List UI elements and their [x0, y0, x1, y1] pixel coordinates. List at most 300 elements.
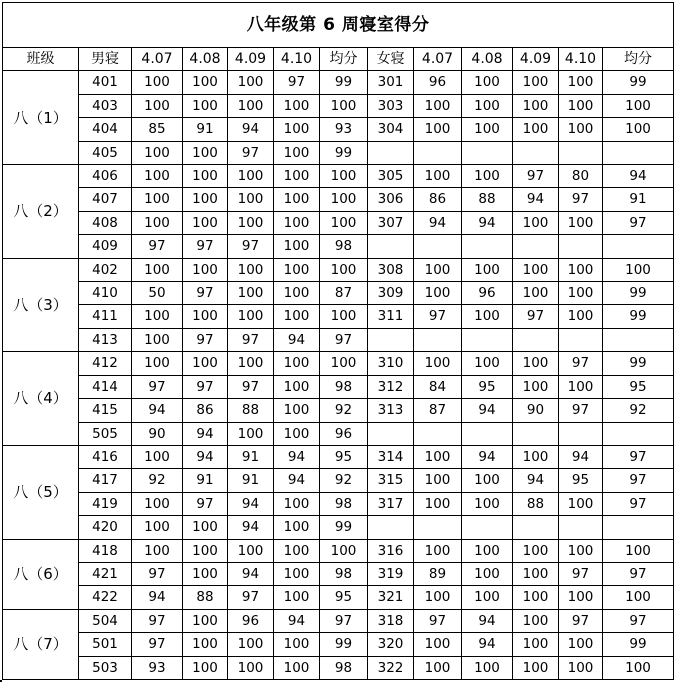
male-score-cell: 97 — [183, 235, 228, 258]
header-row — [3, 48, 674, 71]
male-score-cell: 100 — [228, 282, 274, 305]
header-female-date-3: 4.09 — [513, 48, 559, 71]
female-score-cell: 100 — [462, 562, 513, 585]
male-score-cell: 97 — [183, 328, 228, 351]
male-score-cell: 93 — [132, 656, 183, 679]
female-score-cell: 100 — [414, 282, 462, 305]
female-score-cell: 88 — [462, 188, 513, 211]
female-score-cell: 100 — [414, 94, 462, 117]
table-row — [3, 94, 674, 117]
female-score-cell: 97 — [559, 399, 603, 422]
table-row — [3, 282, 674, 305]
table-row — [3, 211, 674, 234]
female-score-cell: 94 — [462, 633, 513, 656]
male-score-cell: 100 — [228, 422, 274, 445]
male-score-cell: 100 — [274, 211, 320, 234]
male-score-cell: 94 — [228, 562, 274, 585]
male-dorm-cell: 401 — [79, 71, 132, 94]
female-score-cell: 100 — [462, 165, 513, 188]
female-score-cell: 97 — [513, 305, 559, 328]
male-score-cell: 100 — [132, 258, 183, 281]
male-score-cell: 100 — [274, 539, 320, 562]
male-average-cell: 99 — [320, 633, 368, 656]
table-row — [3, 352, 674, 375]
male-average-cell: 100 — [320, 352, 368, 375]
male-score-cell: 97 — [183, 282, 228, 305]
female-score-cell: 87 — [414, 399, 462, 422]
female-score-cell — [513, 235, 559, 258]
male-dorm-cell: 408 — [79, 211, 132, 234]
female-dorm-cell: 312 — [368, 375, 414, 398]
table-row — [3, 633, 674, 656]
female-score-cell: 100 — [559, 94, 603, 117]
female-score-cell — [513, 422, 559, 445]
male-dorm-cell: 402 — [79, 258, 132, 281]
female-dorm-cell: 322 — [368, 656, 414, 679]
female-dorm-cell: 307 — [368, 211, 414, 234]
female-score-cell — [414, 516, 462, 539]
female-score-cell: 100 — [462, 469, 513, 492]
male-average-cell: 100 — [320, 211, 368, 234]
male-score-cell: 91 — [228, 445, 274, 468]
female-score-cell: 94 — [462, 609, 513, 632]
female-score-cell: 100 — [513, 211, 559, 234]
female-score-cell: 100 — [559, 539, 603, 562]
female-dorm-cell: 306 — [368, 188, 414, 211]
male-average-cell: 97 — [320, 609, 368, 632]
male-score-cell: 100 — [183, 94, 228, 117]
male-score-cell: 100 — [274, 282, 320, 305]
header-female-dorm: 女寝 — [368, 48, 414, 71]
female-average-cell: 100 — [603, 539, 674, 562]
male-score-cell: 100 — [183, 539, 228, 562]
header-male-dorm: 男寝 — [79, 48, 132, 71]
female-dorm-cell: 304 — [368, 118, 414, 141]
female-score-cell: 80 — [559, 165, 603, 188]
female-dorm-cell: 303 — [368, 94, 414, 117]
male-average-cell: 95 — [320, 445, 368, 468]
male-score-cell: 100 — [228, 305, 274, 328]
female-score-cell: 100 — [513, 94, 559, 117]
header-female-date-2: 4.08 — [462, 48, 513, 71]
female-score-cell: 94 — [513, 188, 559, 211]
female-average-cell — [603, 328, 674, 351]
male-score-cell: 100 — [183, 633, 228, 656]
table-row — [3, 188, 674, 211]
female-score-cell: 100 — [559, 282, 603, 305]
female-score-cell: 100 — [559, 633, 603, 656]
table-row — [3, 118, 674, 141]
female-score-cell: 100 — [513, 562, 559, 585]
female-score-cell: 100 — [414, 656, 462, 679]
male-score-cell: 100 — [274, 258, 320, 281]
female-score-cell: 94 — [462, 445, 513, 468]
female-score-cell: 100 — [414, 258, 462, 281]
header-male-date-3: 4.09 — [228, 48, 274, 71]
female-score-cell: 94 — [462, 399, 513, 422]
male-score-cell: 94 — [183, 445, 228, 468]
male-score-cell: 94 — [132, 399, 183, 422]
male-score-cell: 100 — [274, 633, 320, 656]
female-score-cell — [559, 516, 603, 539]
female-average-cell: 100 — [603, 258, 674, 281]
female-score-cell — [414, 328, 462, 351]
female-average-cell — [603, 422, 674, 445]
female-score-cell: 100 — [414, 118, 462, 141]
male-score-cell: 97 — [132, 609, 183, 632]
male-score-cell: 100 — [274, 305, 320, 328]
female-score-cell: 100 — [414, 352, 462, 375]
male-score-cell: 100 — [183, 258, 228, 281]
female-dorm-cell: 321 — [368, 586, 414, 609]
header-male-date-4: 4.10 — [274, 48, 320, 71]
male-average-cell: 92 — [320, 399, 368, 422]
male-score-cell: 100 — [228, 211, 274, 234]
male-score-cell: 100 — [274, 586, 320, 609]
male-dorm-cell: 422 — [79, 586, 132, 609]
male-dorm-cell: 409 — [79, 235, 132, 258]
table-row — [3, 165, 674, 188]
male-score-cell: 97 — [274, 71, 320, 94]
female-dorm-cell: 308 — [368, 258, 414, 281]
male-dorm-cell: 503 — [79, 656, 132, 679]
female-average-cell: 97 — [603, 609, 674, 632]
female-score-cell: 100 — [559, 586, 603, 609]
male-score-cell: 100 — [132, 188, 183, 211]
male-score-cell: 97 — [228, 375, 274, 398]
male-score-cell: 97 — [132, 633, 183, 656]
female-dorm-cell — [368, 328, 414, 351]
table-row — [3, 469, 674, 492]
male-score-cell: 97 — [228, 586, 274, 609]
female-score-cell — [414, 422, 462, 445]
male-score-cell: 100 — [274, 399, 320, 422]
male-score-cell: 97 — [132, 235, 183, 258]
female-score-cell: 100 — [462, 539, 513, 562]
male-average-cell: 99 — [320, 141, 368, 164]
female-score-cell: 100 — [559, 305, 603, 328]
female-score-cell: 94 — [414, 211, 462, 234]
female-dorm-cell: 320 — [368, 633, 414, 656]
female-score-cell — [513, 141, 559, 164]
male-score-cell: 90 — [132, 422, 183, 445]
male-score-cell: 100 — [228, 94, 274, 117]
class-label: 八（3） — [3, 258, 79, 352]
male-score-cell: 100 — [183, 516, 228, 539]
female-score-cell: 100 — [462, 305, 513, 328]
female-score-cell: 97 — [414, 305, 462, 328]
male-average-cell: 98 — [320, 235, 368, 258]
table-row — [3, 71, 674, 94]
female-score-cell: 100 — [559, 656, 603, 679]
male-score-cell: 100 — [183, 141, 228, 164]
female-score-cell — [513, 328, 559, 351]
male-dorm-cell: 405 — [79, 141, 132, 164]
female-average-cell: 99 — [603, 633, 674, 656]
female-score-cell — [559, 422, 603, 445]
male-score-cell: 96 — [228, 609, 274, 632]
male-average-cell: 100 — [320, 188, 368, 211]
female-average-cell: 99 — [603, 352, 674, 375]
male-average-cell: 87 — [320, 282, 368, 305]
male-dorm-cell: 505 — [79, 422, 132, 445]
female-dorm-cell: 309 — [368, 282, 414, 305]
female-average-cell: 99 — [603, 71, 674, 94]
male-score-cell: 100 — [132, 211, 183, 234]
female-average-cell: 100 — [603, 656, 674, 679]
female-score-cell — [462, 235, 513, 258]
male-score-cell: 94 — [274, 469, 320, 492]
female-dorm-cell: 311 — [368, 305, 414, 328]
female-score-cell — [559, 328, 603, 351]
male-average-cell: 100 — [320, 94, 368, 117]
female-average-cell: 100 — [603, 94, 674, 117]
table-row — [3, 141, 674, 164]
male-dorm-cell: 406 — [79, 165, 132, 188]
male-score-cell: 94 — [132, 586, 183, 609]
female-average-cell: 100 — [603, 118, 674, 141]
male-average-cell: 99 — [320, 71, 368, 94]
female-score-cell: 100 — [513, 609, 559, 632]
female-dorm-cell — [368, 235, 414, 258]
female-average-cell: 97 — [603, 492, 674, 515]
female-average-cell: 92 — [603, 399, 674, 422]
male-average-cell: 96 — [320, 422, 368, 445]
female-score-cell: 97 — [559, 562, 603, 585]
female-score-cell: 100 — [513, 656, 559, 679]
female-score-cell: 97 — [513, 165, 559, 188]
female-dorm-cell: 317 — [368, 492, 414, 515]
dorm-score-table — [2, 2, 674, 680]
male-score-cell: 100 — [274, 118, 320, 141]
female-score-cell: 97 — [414, 609, 462, 632]
female-score-cell: 100 — [559, 118, 603, 141]
male-dorm-cell: 414 — [79, 375, 132, 398]
female-dorm-cell — [368, 141, 414, 164]
table-row — [3, 375, 674, 398]
male-dorm-cell: 412 — [79, 352, 132, 375]
male-average-cell: 97 — [320, 328, 368, 351]
male-average-cell: 98 — [320, 656, 368, 679]
female-score-cell: 95 — [462, 375, 513, 398]
female-score-cell — [414, 141, 462, 164]
male-score-cell: 100 — [132, 516, 183, 539]
male-score-cell: 100 — [274, 375, 320, 398]
female-score-cell: 100 — [462, 258, 513, 281]
female-dorm-cell: 313 — [368, 399, 414, 422]
female-score-cell: 96 — [462, 282, 513, 305]
female-score-cell: 100 — [414, 586, 462, 609]
female-average-cell: 97 — [603, 469, 674, 492]
female-score-cell: 90 — [513, 399, 559, 422]
male-score-cell: 100 — [132, 539, 183, 562]
male-score-cell: 85 — [132, 118, 183, 141]
male-score-cell: 100 — [183, 165, 228, 188]
male-score-cell: 100 — [183, 562, 228, 585]
male-score-cell: 100 — [228, 352, 274, 375]
female-score-cell: 86 — [414, 188, 462, 211]
male-average-cell: 100 — [320, 165, 368, 188]
class-label: 八（6） — [3, 539, 79, 609]
female-average-cell: 99 — [603, 305, 674, 328]
female-score-cell: 88 — [513, 492, 559, 515]
female-dorm-cell: 310 — [368, 352, 414, 375]
male-score-cell: 94 — [274, 328, 320, 351]
male-score-cell: 100 — [274, 516, 320, 539]
header-female-date-1: 4.07 — [414, 48, 462, 71]
female-score-cell — [414, 235, 462, 258]
female-average-cell: 97 — [603, 445, 674, 468]
female-score-cell: 100 — [414, 445, 462, 468]
male-average-cell: 98 — [320, 375, 368, 398]
female-score-cell — [462, 422, 513, 445]
table-row — [3, 445, 674, 468]
male-score-cell: 97 — [132, 562, 183, 585]
male-score-cell: 100 — [132, 492, 183, 515]
female-score-cell: 94 — [559, 445, 603, 468]
female-score-cell: 100 — [559, 375, 603, 398]
male-dorm-cell: 419 — [79, 492, 132, 515]
female-dorm-cell: 318 — [368, 609, 414, 632]
class-label: 八（7） — [3, 609, 79, 679]
table-title: 八年级第 6 周寝室得分 — [3, 3, 674, 48]
female-score-cell: 100 — [513, 586, 559, 609]
female-score-cell: 97 — [559, 188, 603, 211]
table-row — [3, 586, 674, 609]
female-score-cell: 100 — [462, 656, 513, 679]
corner-mark — [0, 680, 2, 682]
male-dorm-cell: 413 — [79, 328, 132, 351]
male-score-cell: 100 — [183, 352, 228, 375]
table-row — [3, 235, 674, 258]
female-score-cell: 100 — [513, 258, 559, 281]
female-average-cell: 97 — [603, 211, 674, 234]
male-score-cell: 97 — [228, 235, 274, 258]
female-score-cell — [462, 516, 513, 539]
female-score-cell: 100 — [462, 492, 513, 515]
male-score-cell: 100 — [132, 141, 183, 164]
male-score-cell: 94 — [228, 118, 274, 141]
female-score-cell — [559, 141, 603, 164]
female-score-cell — [462, 141, 513, 164]
male-score-cell: 100 — [132, 94, 183, 117]
female-average-cell: 94 — [603, 165, 674, 188]
female-score-cell: 94 — [513, 469, 559, 492]
female-score-cell: 100 — [513, 282, 559, 305]
female-score-cell: 94 — [462, 211, 513, 234]
female-score-cell: 100 — [513, 375, 559, 398]
male-dorm-cell: 417 — [79, 469, 132, 492]
male-dorm-cell: 420 — [79, 516, 132, 539]
female-score-cell — [462, 328, 513, 351]
header-female-average: 均分 — [603, 48, 674, 71]
male-score-cell: 100 — [228, 258, 274, 281]
header-male-date-2: 4.08 — [183, 48, 228, 71]
male-score-cell: 100 — [132, 445, 183, 468]
female-average-cell — [603, 516, 674, 539]
female-score-cell: 100 — [414, 469, 462, 492]
female-dorm-cell: 315 — [368, 469, 414, 492]
female-score-cell: 100 — [414, 165, 462, 188]
female-score-cell: 100 — [414, 492, 462, 515]
male-score-cell: 100 — [132, 71, 183, 94]
male-score-cell: 100 — [274, 656, 320, 679]
female-score-cell: 89 — [414, 562, 462, 585]
male-dorm-cell: 421 — [79, 562, 132, 585]
female-score-cell: 97 — [559, 609, 603, 632]
female-score-cell: 100 — [559, 211, 603, 234]
male-score-cell: 100 — [274, 352, 320, 375]
female-score-cell: 100 — [513, 118, 559, 141]
male-score-cell: 100 — [274, 492, 320, 515]
male-score-cell: 100 — [183, 188, 228, 211]
table-row — [3, 258, 674, 281]
male-score-cell: 94 — [228, 492, 274, 515]
female-score-cell: 100 — [462, 94, 513, 117]
header-male-date-1: 4.07 — [132, 48, 183, 71]
male-score-cell: 86 — [183, 399, 228, 422]
female-score-cell: 100 — [462, 118, 513, 141]
table-row — [3, 539, 674, 562]
male-score-cell: 100 — [228, 165, 274, 188]
table-row — [3, 422, 674, 445]
header-male-average: 均分 — [320, 48, 368, 71]
male-average-cell: 93 — [320, 118, 368, 141]
male-score-cell: 91 — [183, 118, 228, 141]
male-score-cell: 88 — [183, 586, 228, 609]
male-score-cell: 97 — [183, 492, 228, 515]
male-dorm-cell: 411 — [79, 305, 132, 328]
male-average-cell: 99 — [320, 516, 368, 539]
female-score-cell: 96 — [414, 71, 462, 94]
class-label: 八（4） — [3, 352, 79, 446]
male-dorm-cell: 404 — [79, 118, 132, 141]
male-average-cell: 100 — [320, 258, 368, 281]
male-score-cell: 100 — [132, 305, 183, 328]
female-score-cell: 100 — [559, 258, 603, 281]
male-score-cell: 100 — [132, 328, 183, 351]
male-score-cell: 97 — [228, 141, 274, 164]
table-row — [3, 492, 674, 515]
female-dorm-cell: 314 — [368, 445, 414, 468]
male-score-cell: 100 — [228, 656, 274, 679]
male-dorm-cell: 501 — [79, 633, 132, 656]
class-label: 八（1） — [3, 71, 79, 165]
male-score-cell: 91 — [183, 469, 228, 492]
female-score-cell: 100 — [414, 633, 462, 656]
male-dorm-cell: 415 — [79, 399, 132, 422]
female-score-cell — [513, 516, 559, 539]
male-score-cell: 100 — [228, 71, 274, 94]
male-score-cell: 100 — [228, 188, 274, 211]
male-score-cell: 100 — [132, 352, 183, 375]
male-dorm-cell: 504 — [79, 609, 132, 632]
male-average-cell: 98 — [320, 562, 368, 585]
male-average-cell: 95 — [320, 586, 368, 609]
table-row — [3, 305, 674, 328]
female-score-cell: 100 — [462, 586, 513, 609]
male-score-cell: 94 — [228, 516, 274, 539]
male-score-cell: 100 — [274, 141, 320, 164]
table-row — [3, 399, 674, 422]
female-dorm-cell: 319 — [368, 562, 414, 585]
female-average-cell: 97 — [603, 562, 674, 585]
female-score-cell: 100 — [513, 633, 559, 656]
male-dorm-cell: 407 — [79, 188, 132, 211]
male-average-cell: 100 — [320, 305, 368, 328]
female-score-cell: 100 — [462, 71, 513, 94]
female-dorm-cell: 301 — [368, 71, 414, 94]
